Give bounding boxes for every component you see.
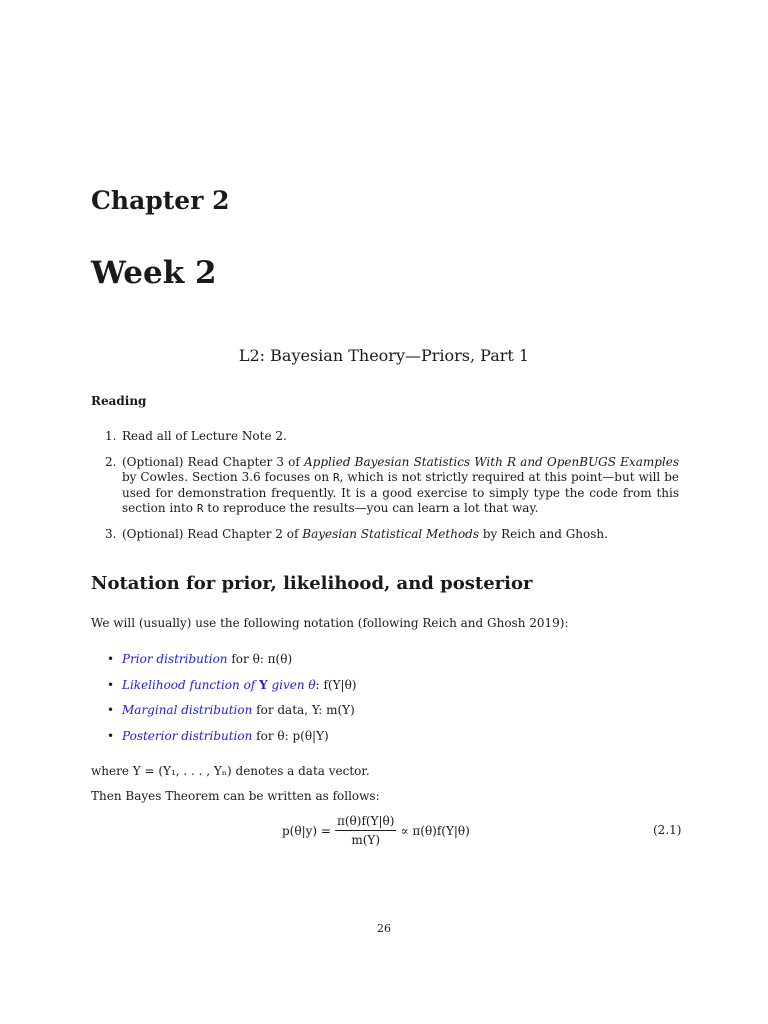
bullet-item: • Prior distribution for θ: π(θ)	[107, 652, 293, 666]
equation-number: (2.1)	[653, 823, 682, 837]
where-text: where Y = (Y₁, . . . , Yₙ) denotes a data vector.	[91, 764, 370, 778]
reading-item-text: (Optional) Read Chapter 2 of Bayesian Statistical Methods by Reich and Ghosh.	[122, 526, 608, 541]
reading-heading: Reading	[91, 394, 147, 408]
bullet-dot-icon: •	[107, 652, 115, 666]
reading-item	[105, 455, 679, 517]
bullet-dot-icon: •	[107, 728, 115, 743]
reading-list	[105, 429, 679, 552]
bullet-item: • Posterior distribution for θ: p(θ|Y)	[107, 728, 329, 743]
book-title: Applied Bayesian Statistics With R and OpenBUGS Examples	[304, 454, 680, 469]
book-title: Bayesian Statistical Methods	[302, 526, 480, 541]
equation-fraction	[335, 814, 396, 847]
notation-intro: We will (usually) use the following notation (following Reich and Ghosh 2019):	[91, 616, 569, 630]
reading-item-number: 2.	[105, 454, 117, 469]
code-r: R	[196, 502, 204, 515]
code-r: R	[333, 471, 340, 484]
bayes-equation	[282, 814, 470, 847]
chapter-label: Chapter 2	[91, 186, 230, 215]
page-number: 26	[377, 922, 391, 935]
reading-item	[105, 429, 679, 445]
link-marginal-distribution[interactable]: Marginal distribution	[122, 703, 253, 717]
link-prior-distribution[interactable]: Prior distribution	[122, 652, 228, 666]
reading-item-number: 1.	[105, 429, 117, 443]
reading-item	[105, 527, 679, 543]
bullet-dot-icon: •	[107, 703, 115, 717]
bullet-dot-icon: •	[107, 677, 115, 692]
lecture-title: L2: Bayesian Theory—Priors, Part 1	[238, 346, 530, 365]
section-heading: Notation for prior, likelihood, and posterior	[91, 573, 533, 594]
bullet-item: • Likelihood function of Y given θ: f(Y|θ)	[107, 677, 357, 692]
equation-rhs: ∝ π(θ)f(Y|θ)	[400, 823, 470, 838]
equation-numerator: π(θ)f(Y|θ)	[335, 814, 396, 831]
equation-lhs: p(θ|y) =	[282, 823, 331, 838]
week-title: Week 2	[91, 255, 217, 291]
bayes-text: Then Bayes Theorem can be written as follows:	[91, 789, 380, 803]
reading-item-number: 3.	[105, 526, 117, 541]
reading-item-text: (Optional) Read Chapter 3 of Applied Bayesian Statistics With R and OpenBUGS Examples by Cowles. Section 3.6 focuses on R, which is not strictly required at this point—but will be used for demonstration frequently. It is a good exercise to simply type the code from this section into R to reproduce the results—you can learn a lot that way.	[122, 454, 680, 515]
notation-bullets	[107, 651, 356, 753]
link-likelihood-function[interactable]: Likelihood function of Y given θ	[122, 677, 316, 692]
reading-item-text: Read all of Lecture Note 2.	[122, 429, 287, 443]
link-posterior-distribution[interactable]: Posterior distribution	[122, 728, 253, 743]
equation-denominator: m(Y)	[351, 833, 381, 847]
bullet-item: • Marginal distribution for data, Y: m(Y)	[107, 703, 355, 717]
